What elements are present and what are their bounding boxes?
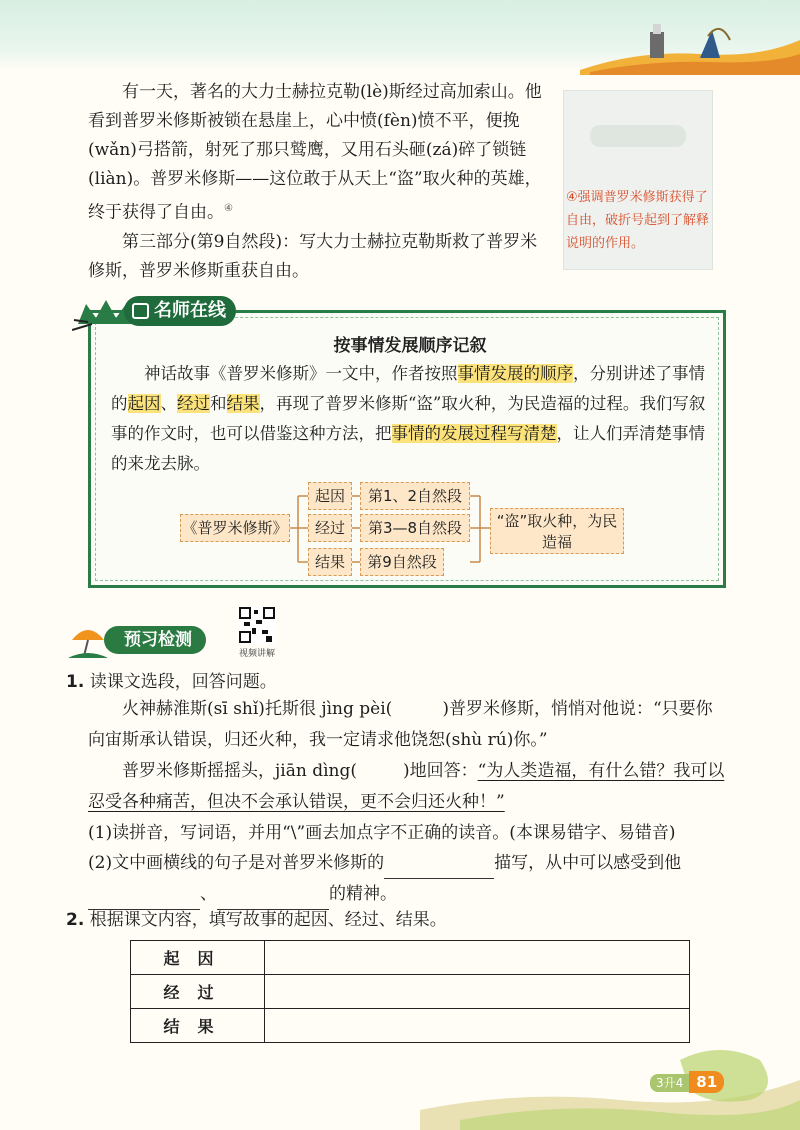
diagram-label-cause: 起因 [308, 482, 352, 510]
question-1-paragraph-1: 火神赫淮斯(sī shǐ)托斯很 jìng pèi( )普罗米修斯，悄悄对他说：“只要你向宙斯承认错误，归还火种，我一定请求他饶恕(shù rú)你。” [88, 699, 713, 750]
answer-blank-spirit-2[interactable] [217, 890, 329, 910]
grade-label: 3升4 [650, 1074, 689, 1092]
question-1-sub-2: (2)文中画横线的句子是对普罗米修斯的 描写，从中可以感受到他 、 的精神。 [88, 848, 728, 910]
annotation-marker-4: ④ [224, 203, 233, 214]
table-label-process: 经过 [131, 975, 265, 1009]
qr-code-label: 视频讲解 [238, 649, 275, 659]
diagram-label-result: 结果 [308, 548, 352, 576]
answer-blank-description[interactable] [384, 859, 494, 879]
qr-code-icon[interactable] [238, 606, 276, 644]
table-label-result: 结果 [131, 1009, 265, 1043]
passage-paragraph-1: 有一天，著名的大力士赫拉克勒(lè)斯经过高加索山。他看到普罗米修斯被锁在悬崖上，心中愤(fèn)愤不平，便挽(wǎn)弓搭箭，射死了那只鹫鹰，又用石头砸(zá)碎了锁链(liàn)。普罗米修斯——这位敢于从天上“盗”取火种的英雄，终于获得了自由。④ [88, 82, 542, 223]
teacher-box-text: 神话故事《普罗米修斯》一文中，作者按照事情发展的顺序，分别讲述了事情的起因、经过和结果，再现了普罗米修斯“盗”取火种，为民造福的过程。我们写叙事的作文时，也可以借鉴这种方法，把事情的发展过程写清楚，让人们弄清楚事情的来龙去脉。 [111, 364, 706, 473]
answer-blank-jianding[interactable] [357, 767, 403, 787]
diagram-root-title: 《普罗米修斯》 [180, 514, 290, 542]
highlight-start: 起因 [127, 394, 161, 413]
teacher-online-badge: 名师在线 [124, 296, 236, 326]
teacher-box-title: 按事情发展顺序记叙 [333, 336, 487, 356]
diagram-scope-cause: 第1、2自然段 [360, 482, 470, 510]
answer-cell-cause[interactable] [265, 941, 690, 975]
table-label-cause: 起因 [131, 941, 265, 975]
umbrella-icon [68, 620, 108, 660]
diagram-summary: “盗”取火种，为民造福 [490, 508, 624, 554]
page-number-badge [650, 1073, 724, 1091]
question-2-title: 2. 根据课文内容，填写故事的起因、经过、结果。 [66, 910, 447, 930]
page-number: 81 [689, 1071, 724, 1093]
top-landscape-decoration [580, 10, 800, 75]
diagram-scope-process: 第3—8自然段 [360, 514, 470, 542]
answer-cell-process[interactable] [265, 975, 690, 1009]
table-row [131, 975, 690, 1009]
diagram-label-process: 经过 [308, 514, 352, 542]
answer-blank-spirit-1[interactable] [88, 890, 200, 910]
highlight-clear-process: 事情的发展过程写清楚 [391, 424, 557, 443]
diagram-scope-result: 第9自然段 [360, 548, 444, 576]
passage-paragraph-2: 第三部分(第9自然段)：写大力士赫拉克勒斯救了普罗米修斯，普罗米修斯重获自由。 [88, 232, 538, 281]
story-structure-table [130, 940, 690, 1043]
highlight-result: 结果 [226, 394, 260, 413]
side-annotation-text: ④强调普罗米修斯获得了自由，破折号起到了解释说明的作用。 [566, 190, 710, 251]
book-icon [132, 303, 149, 319]
teacher-online-box [88, 310, 726, 588]
highlight-order: 事情发展的顺序 [457, 364, 573, 383]
bottom-landscape-decoration [420, 1030, 800, 1130]
highlight-process: 经过 [177, 394, 210, 413]
preview-check-badge: 预习检测 [104, 626, 206, 654]
answer-blank-jingpei[interactable] [392, 705, 442, 725]
table-row [131, 941, 690, 975]
side-card-label-decoration [590, 125, 686, 147]
question-1-title: 1. 读课文选段，回答问题。 [66, 672, 277, 692]
question-1-paragraph-2: 普罗米修斯摇摇头，jiān dìng( )地回答：“为人类造福，有什么错？我可以忍受各种痛苦，但决不会承认错误，更不会归还火种！” [88, 761, 725, 812]
question-1-sub-1: (1)读拼音，写词语，并用“\”画去加点字不正确的读音。(本课易错字、易错音) [88, 823, 676, 843]
underlined-sentence: “为人类造福，有什么错？我可以忍受各种痛苦，但决不会承认错误，更不会归还火种！” [88, 761, 725, 812]
